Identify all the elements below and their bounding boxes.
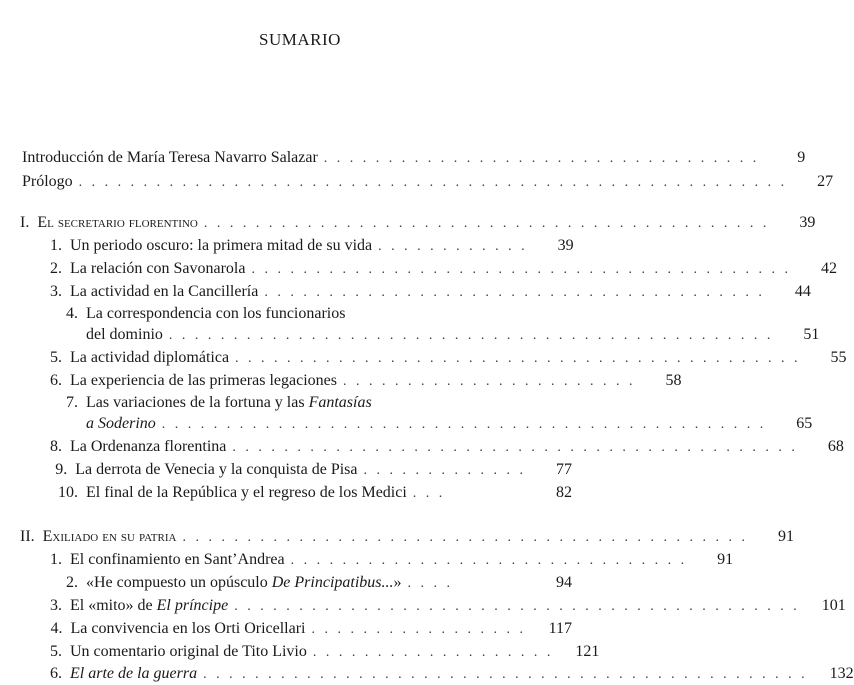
toc-entry	[50, 483, 572, 504]
toc-entry-text: Prólogo	[22, 173, 73, 190]
dot-leader: . . . .	[407, 576, 454, 591]
toc-page-number: 42	[820, 260, 837, 277]
toc-entry	[50, 642, 600, 663]
toc-entry	[50, 437, 844, 458]
toc-entry	[50, 573, 572, 594]
dot-leader: . . . . . . . . . . . . . . . . . . . . . . . . . . . . . . . . . . . . . . . . . . . .	[182, 530, 748, 545]
item-number: 2.	[66, 574, 78, 591]
toc-entry-text: El final de la República y el regreso de los Medici	[86, 484, 407, 501]
toc-entry	[50, 348, 847, 369]
dot-leader: . . . . . . . . . . . . . . . . . . . . . . . . . . . . . . . . . .	[323, 151, 760, 166]
part-title: Exiliado en su patria	[42, 528, 177, 545]
toc-page-number: 55	[830, 349, 847, 366]
dot-leader: . . . . . . . . . . . . . . . . .	[311, 622, 526, 637]
toc-page-number: 117	[548, 620, 572, 637]
dot-leader: . . . . . . . . . . . . . . . . . . .	[312, 645, 554, 660]
item-number: 5.	[50, 349, 62, 366]
dot-leader: . . . . . . . . . . . .	[378, 239, 528, 254]
toc-page-number: 65	[796, 415, 813, 432]
toc-page-number: 27	[817, 173, 834, 190]
toc-entry-text-italic: El arte de la guerra	[70, 665, 198, 682]
dot-leader: . . . . . . . . . . . . . . . . . . . . . . .	[342, 374, 636, 389]
dot-leader: . . . . . . . . . . . . .	[363, 463, 526, 478]
toc-page-number: 51	[803, 326, 820, 343]
item-number: 10.	[58, 484, 78, 501]
item-number: 3.	[50, 597, 62, 614]
toc-entry-text-italic: De Principatibus...	[271, 574, 394, 591]
toc-entry	[50, 596, 846, 617]
toc-entry-text: La correspondencia con los funcionarios	[86, 305, 346, 322]
part-title: El secretario florentino	[37, 214, 198, 231]
toc-entry-text: Las variaciones de la fortuna y las	[86, 394, 309, 411]
dot-leader: . . . . . . . . . . . . . . . . . . . . . . . . . . . . . . . . . . . . . . . . . . . .	[203, 216, 770, 231]
toc-page-number: 82	[556, 484, 572, 501]
toc-page-number: 132	[829, 665, 854, 682]
dot-leader: . . . . . . . . . . . . . . . . . . . . . . . . . . . . . . .	[290, 553, 688, 568]
dot-leader: . . . . . . . . . . . . . . . . . . . . . . . . . . . . . . . . . . . . . . . . . . . . . . . . . . . . . . .	[78, 175, 788, 190]
toc-entry-introduccion	[22, 148, 806, 169]
item-number: 3.	[50, 283, 62, 300]
toc-page-number: 77	[556, 461, 572, 478]
toc-entry-text: El «mito» de	[70, 597, 157, 614]
toc-entry	[50, 460, 572, 481]
toc-page-number: 9	[797, 149, 806, 166]
part-number: I.	[20, 214, 30, 231]
toc-part-heading	[20, 213, 816, 234]
toc-entry-text: Un periodo oscuro: la primera mitad de su vida	[70, 237, 373, 254]
page-title: SUMARIO	[259, 30, 341, 49]
toc-page-number: 91	[777, 528, 794, 545]
dot-leader: . . . . . . . . . . . . . . . . . . . . . . . . . . . . . . . . . . . . . . . . . . . . . . .	[168, 328, 774, 343]
toc-entry	[86, 325, 820, 346]
dot-leader: . . . . . . . . . . . . . . . . . . . . . . . . . . . . . . . . . . . . . . . . . . . . . . .	[161, 417, 767, 432]
toc-entry	[50, 259, 837, 280]
toc-entry-text: La experiencia de las primeras legaciones	[70, 372, 337, 389]
item-number: 8.	[50, 438, 62, 455]
toc-entry	[50, 282, 811, 303]
toc-entry-text: La actividad en la Cancillería	[70, 283, 259, 300]
toc-entry-text: Introducción de María Teresa Navarro Salazar	[22, 149, 318, 166]
toc-entry-text: «He compuesto un opúsculo	[86, 574, 272, 591]
toc-entry	[50, 550, 734, 571]
toc-entry-text-italic: El príncipe	[156, 597, 229, 614]
toc-entry	[50, 619, 572, 640]
toc-entry-text: La convivencia en los Orti Oricellari	[70, 620, 306, 637]
dot-leader: . . .	[412, 486, 446, 501]
toc-page-number: 121	[575, 643, 600, 660]
toc-page-number: 39	[799, 214, 816, 231]
item-number: 1.	[50, 551, 62, 568]
toc-entry-text-italic: a Soderino	[86, 415, 156, 432]
toc-page-number: 101	[821, 597, 846, 614]
toc-entry-prologo	[22, 172, 834, 193]
toc-entry	[50, 371, 682, 392]
part-number: II.	[20, 528, 35, 545]
item-number: 4.	[66, 305, 78, 322]
item-number: 5.	[50, 643, 62, 660]
item-number: 4.	[50, 620, 63, 637]
toc-entry-first-line	[50, 393, 372, 413]
item-number: 1.	[50, 237, 62, 254]
toc-page-number: 58	[665, 372, 682, 389]
toc-entry-text: »	[393, 574, 402, 591]
toc-entry-first-line	[50, 304, 345, 324]
dot-leader: . . . . . . . . . . . . . . . . . . . . . . . . . . . . . . . . . . . . . . . . . . . .	[235, 351, 801, 366]
toc-entry-text: El confinamiento en Sant’Andrea	[70, 551, 285, 568]
toc-entry-text: La relación con Savonarola	[70, 260, 246, 277]
toc-entry-text: Un comentario original de Tito Livio	[70, 643, 307, 660]
toc-entry-text: La actividad diplomática	[70, 349, 230, 366]
dot-leader: . . . . . . . . . . . . . . . . . . . . . . . . . . . . . . . . . . . . . . . . . . . .	[234, 599, 800, 614]
toc-entry	[86, 414, 813, 435]
item-number: 2.	[50, 260, 62, 277]
toc-page-number: 94	[556, 574, 572, 591]
dot-leader: . . . . . . . . . . . . . . . . . . . . . . . . . . . . . . . . . . . . . . .	[264, 285, 765, 300]
dot-leader: . . . . . . . . . . . . . . . . . . . . . . . . . . . . . . . . . . . . . . . . . . . .	[232, 440, 798, 455]
toc-entry-text: La derrota de Venecia y la conquista de Pisa	[75, 461, 358, 478]
dot-leader: . . . . . . . . . . . . . . . . . . . . . . . . . . . . . . . . . . . . . . . . . .	[251, 262, 791, 277]
toc-entry	[50, 664, 854, 685]
toc-page-number: 68	[827, 438, 844, 455]
toc-page-number: 39	[557, 237, 574, 254]
toc-page-number: 44	[794, 283, 811, 300]
toc-page-number: 91	[717, 551, 734, 568]
item-number: 6.	[50, 372, 62, 389]
item-number: 6.	[50, 665, 62, 682]
toc-part-heading	[20, 527, 794, 548]
toc-entry-text-italic: Fantasías	[308, 394, 372, 411]
item-number: 7.	[66, 394, 78, 411]
toc-entry	[50, 236, 572, 257]
dot-leader: . . . . . . . . . . . . . . . . . . . . . . . . . . . . . . . . . . . . . . . . . . . . . . .	[203, 667, 808, 682]
toc-entry-text: del dominio	[86, 326, 163, 343]
toc-entry-text: La Ordenanza florentina	[70, 438, 227, 455]
item-number: 9.	[55, 461, 68, 478]
